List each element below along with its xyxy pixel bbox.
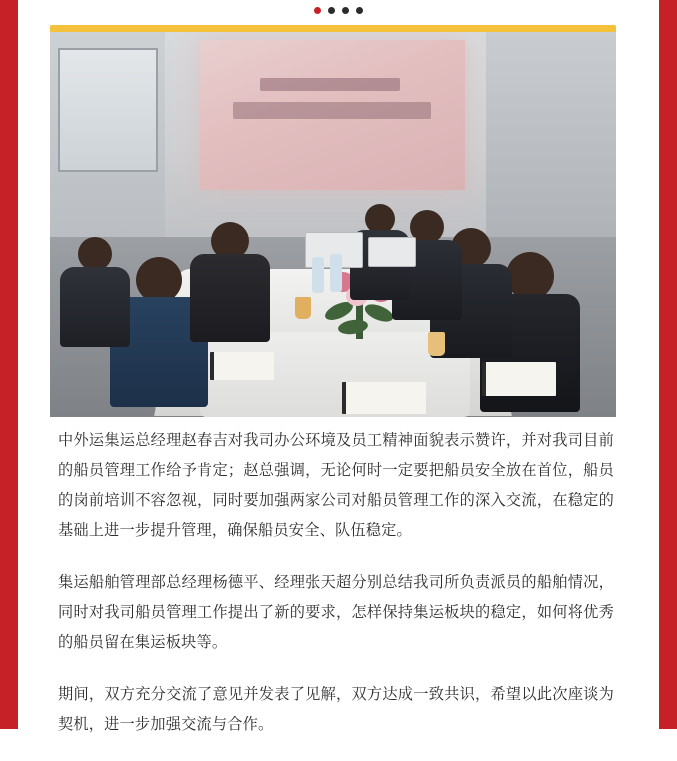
left-red-edge-bar [0, 0, 18, 729]
photo-screen-title-line-1 [260, 78, 400, 91]
meeting-photo-image [50, 32, 616, 417]
photo-top-accent-bar [50, 25, 616, 32]
photo-person [60, 237, 130, 347]
photo-water-bottle [312, 257, 324, 293]
photo-person-head [78, 237, 112, 271]
carousel-dots[interactable] [18, 7, 659, 14]
carousel-dot-3[interactable] [342, 7, 349, 14]
carousel-dot-1[interactable] [314, 7, 321, 14]
photo-tea-cup [295, 297, 311, 319]
content-area [18, 0, 659, 733]
photo-notebook [210, 352, 274, 380]
photo-document [342, 382, 426, 414]
photo-person-body [190, 254, 270, 342]
photo-projection-screen [200, 40, 465, 190]
photo-screen-title-line-2 [233, 102, 431, 119]
photo-right-wall [486, 32, 616, 247]
article-photo [50, 25, 616, 417]
article-body [58, 425, 614, 761]
right-red-edge-bar [659, 0, 677, 729]
carousel-dot-4[interactable] [356, 7, 363, 14]
article-paragraph-2: 集运船舶管理部总经理杨德平、经理张天超分别总结我司所负责派员的船舶情况，同时对我司船员管理工作提出了新的要求，怎样保持集运板块的稳定，如何将优秀的船员留在集运板块等。 [58, 573, 614, 651]
carousel-dot-2[interactable] [328, 7, 335, 14]
photo-person [190, 222, 270, 342]
photo-person-head [506, 252, 554, 300]
photo-laptop [368, 237, 416, 267]
article-paragraph-1: 中外运集运总经理赵春吉对我司办公环境及员工精神面貌表示赞许，并对我司目前的船员管理工作给予肯定；赵总强调，无论何时一定要把船员安全放在首位，船员的岗前培训不容忽视，同时要加强两家公司对船员管理工作的深入交流，在稳定的基础上进一步提升管理，确保船员安全、队伍稳定。 [58, 431, 614, 539]
flower-leaf [337, 318, 369, 336]
photo-left-wall [50, 32, 165, 247]
photo-water-bottle [330, 254, 342, 292]
article-paragraph-3: 期间，双方充分交流了意见并发表了见解，双方达成一致共识，希望以此次座谈为契机，进一步加强交流与合作。 [58, 685, 614, 733]
flower-leaf [362, 301, 395, 325]
photo-notebook [482, 362, 556, 396]
photo-tea-cup [428, 332, 445, 356]
photo-person-body [60, 267, 130, 347]
photo-window [58, 48, 158, 172]
